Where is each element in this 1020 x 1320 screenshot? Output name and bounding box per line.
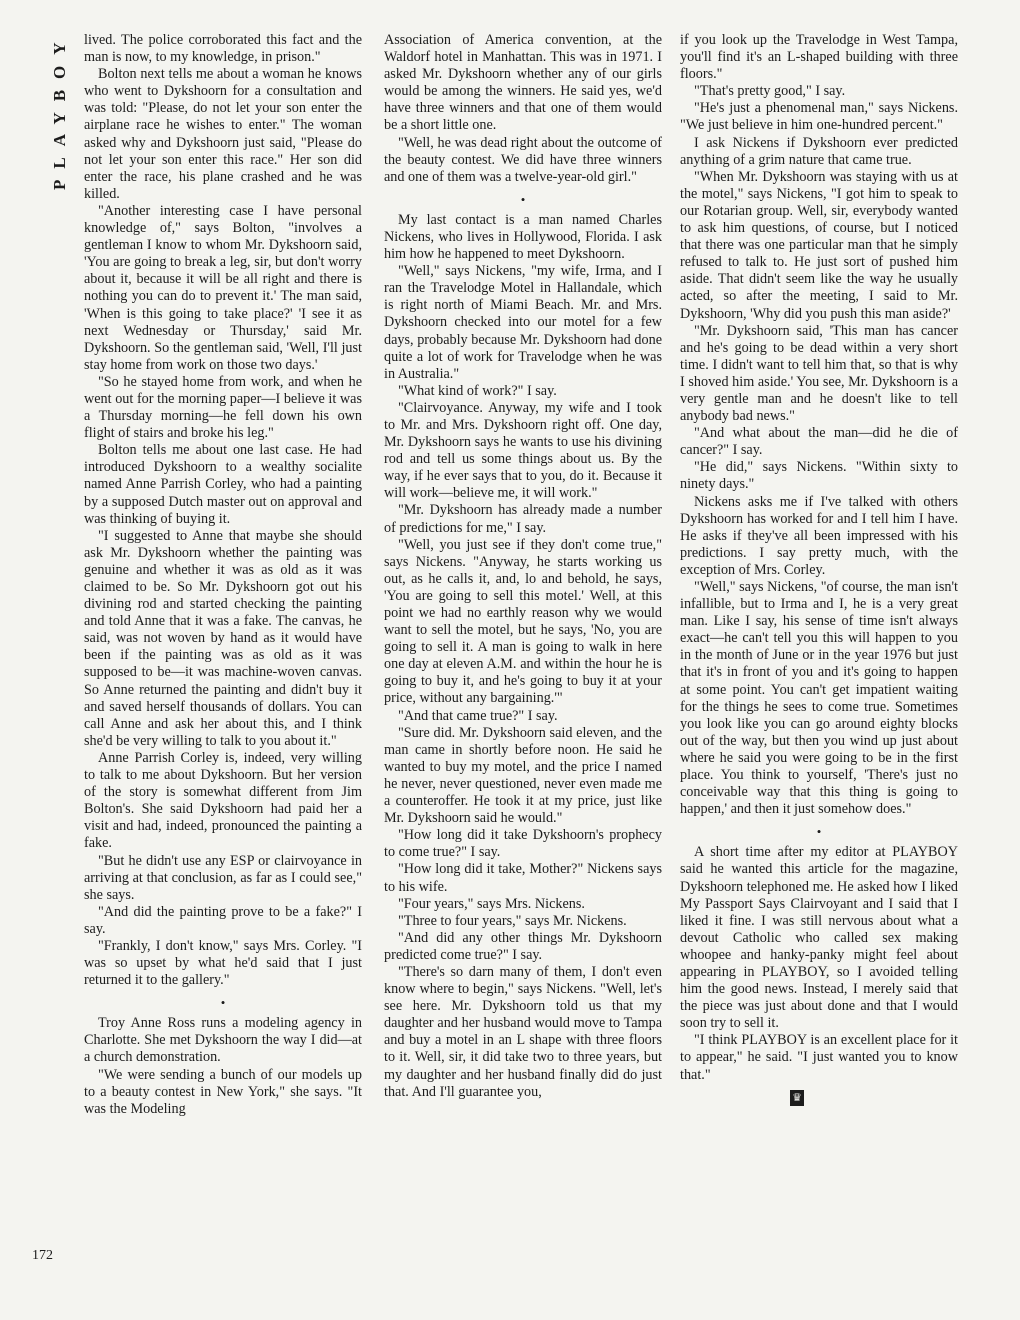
section-separator: • bbox=[816, 824, 822, 840]
paragraph: "Well," says Nickens, "my wife, Irma, and I ran the Travelodge Motel in Hallandale, which is right north of Miami Beach. Mr. and Mrs. Dykshoorn checked into our motel for a few days, probably because Mr. Dykshoorn had done quite a lot of work for Travelodge when he was in Australia." bbox=[384, 263, 662, 382]
paragraph: "And did the painting prove to be a fake?" I say. bbox=[84, 903, 362, 937]
paragraph: "How long did it take, Mother?" Nickens says to his wife. bbox=[384, 861, 662, 895]
column-3 bbox=[680, 32, 958, 1106]
paragraph: I ask Nickens if Dykshoorn ever predicted anything of a grim nature that came true. bbox=[680, 134, 958, 168]
paragraph: Bolton tells me about one last case. He had introduced Dykshoorn to a wealthy socialite named Anne Parrish Corley, who had a painting by a supposed Dutch master out on approval and was thinking of buying it. bbox=[84, 442, 362, 527]
paragraph: Nickens asks me if I've talked with others Dykshoorn has worked for and I tell him I have. He asks if they've all been impressed with his predictions. I say pretty much, with the exception of Mrs. Corley. bbox=[680, 493, 958, 578]
paragraph: My last contact is a man named Charles Nickens, who lives in Hollywood, Florida. I ask him how he happened to meet Dykshoorn. bbox=[384, 211, 662, 263]
paragraph: "Mr. Dykshoorn has already made a number of predictions for me," I say. bbox=[384, 502, 662, 536]
masthead-title: PLAYBOY bbox=[50, 31, 69, 190]
paragraph: "I suggested to Anne that maybe she should ask Mr. Dykshoorn whether the painting was genuine and whether it was as old as it was claimed to be. So Mr. Dykshoorn got out his divining rod and started checking the painting and told Anne that it was a fake. The canvas, he said, was not woven by hand as it would have been if the painting was as old as it was supposed to be—it was machine-woven canvas. So Anne returned the painting and didn't buy it and saved herself thousands of dollars. You can call Anne and ask her about this, and I think she'd be very willing to talk to you about it." bbox=[84, 527, 362, 749]
paragraph: "Another interesting case I have personal knowledge of," says Bolton, "involves a gentleman I know to whom Mr. Dykshoorn said, 'You are going to break a leg, sir, but don't worry about it, because it will be all right and there is nothing you can do to prevent it.' The man said, 'When is this going to take place?' 'I see it as next Wednesday or Thursday,' said Mr. Dykshoorn. So the gentleman said, 'Well, I'll just stay home from work on those two days.' bbox=[84, 202, 362, 373]
section-separator: • bbox=[220, 995, 226, 1011]
paragraph: Troy Anne Ross runs a modeling agency in Charlotte. She met Dykshoorn the way I did—at a church demonstration. bbox=[84, 1015, 362, 1066]
paragraph: "I think PLAYBOY is an excellent place for it to appear," he said. "I just wanted you to know that." bbox=[680, 1032, 958, 1083]
paragraph: "How long did it take Dykshoorn's prophecy to come true?" I say. bbox=[384, 827, 662, 861]
paragraph: "And that came true?" I say. bbox=[398, 707, 558, 724]
paragraph: "Well," says Nickens, "of course, the man isn't infallible, but to Irma and I, he is a very great man. Like I say, his sense of time isn't always exact—he can't tell you this will happen to you in the month of June or in the year 1976 but just that it's in front of you and it's going to happen at some point. You can't get impatient waiting for the things he sees to come true. Sometimes you look like you can go around eighty blocks out of the way, but then you wind up just about where he said you were going to be in the first place. You think to yourself, 'There's just no conceivable way that this thing is going to happen,' and then it just somehow does." bbox=[680, 579, 958, 818]
paragraph: lived. The police corroborated this fact and the man is now, to my knowledge, in prison." bbox=[84, 32, 362, 66]
column-2 bbox=[384, 32, 662, 1101]
paragraph: "And what about the man—did he die of cancer?" I say. bbox=[680, 425, 958, 459]
paragraph: "So he stayed home from work, and when he went out for the morning paper—I believe it was a Thursday morning—he fell down his own flight of stairs and broke his leg." bbox=[84, 373, 362, 442]
section-separator: • bbox=[520, 191, 526, 207]
bunny-end-mark-icon: ♛ bbox=[790, 1090, 804, 1106]
paragraph: "Well, he was dead right about the outcome of the beauty contest. We did have three winners and one of them was a twelve-year-old girl." bbox=[384, 134, 662, 185]
paragraph: if you look up the Travelodge in West Tampa, you'll find it's an L-shaped building with three floors." bbox=[680, 32, 958, 83]
paragraph: "Well, you just see if they don't come true," says Nickens. "Anyway, he starts working us out, as he calls it, and, lo and behold, he says, 'You are going to sell this motel.' Well, at this point we had no earthly reason why we would want to sell the motel, but he says, 'No, you are going to sell it. A man is going to walk in here one day at eleven A.M. and within the hour he is going to buy it, and he's going to buy it at your price, without any bargaining.'" bbox=[384, 536, 662, 707]
paragraph: "When Mr. Dykshoorn was staying with us at the motel," says Nickens, "I got him to speak to our Rotarian group. Well, sir, everybody wanted to ask him questions, of course, but I noticed that there was one particular man that he simply refused to talk to. He just sort of pushed him aside. That didn't seem like the way he usually acted, so after the meeting, I said to Mr. Dykshoorn, 'Why did you push this man aside?' bbox=[680, 168, 958, 322]
column-1 bbox=[84, 32, 362, 1118]
paragraph: Association of America convention, at the Waldorf hotel in Manhattan. This was in 1971. I asked Mr. Dykshoorn whether any of our girls would be among the winners. He said yes, we'd have three winners and that one of them would be a short little one. bbox=[384, 32, 662, 134]
paragraph: "We were sending a bunch of our models up to a beauty contest in New York," she says. "It was the Modeling bbox=[84, 1066, 362, 1117]
paragraph: A short time after my editor at PLAYBOY said he wanted this article for the magazine, Dykshoorn telephoned me. He asked how I liked My Passport Says Clairvoyant and I said that I liked it fine. I was still nervous about what a devout Catholic who called sex making whoopee and hanky-panky might feel about appearing in PLAYBOY, so I avoided telling him the good news. Instead, I merely said that the piece was just about done and that I would soon try to sell it. bbox=[680, 844, 958, 1032]
masthead bbox=[22, 30, 69, 200]
paragraph: "Three to four years," says Mr. Nickens. bbox=[398, 912, 627, 929]
paragraph: Bolton next tells me about a woman he knows who went to Dykshoorn for a consultation and was told: "Please, do not let your son enter the airplane race he wishes to enter." The woman asked why and Dykshoorn just said, "Please do not let your son enter this race." Her son did enter the race, his plane crashed and he was killed. bbox=[84, 66, 362, 202]
paragraph: "He's just a phenomenal man," says Nickens. "We just believe in him one-hundred percent." bbox=[680, 100, 958, 134]
paragraph: "Clairvoyance. Anyway, my wife and I took to Mr. and Mrs. Dykshoorn right off. One day, Mr. Dykshoorn says he wants to use his divining rod and tell us some things about us. By the way, if he ever says that to you, do it. Because it will work—believe me, it will work." bbox=[384, 399, 662, 502]
paragraph: "Sure did. Mr. Dykshoorn said eleven, and the man came in shortly before noon. He said he wanted to buy my motel, and the price I named he never, never questioned, never even made me a counteroffer. He took it at my price, just like Mr. Dykshoorn said he would." bbox=[384, 724, 662, 827]
paragraph: "There's so darn many of them, I don't even know where to begin," says Nickens. "Well, let's see here. Mr. Dykshoorn told us that my daughter and her husband would move to Tampa and buy a motel in an L shape with three floors to it. Well, sir, it did take two to three years, but my daughter and her husband finally did do just that. And I'll guarantee you, bbox=[384, 963, 662, 1100]
paragraph: Anne Parrish Corley is, indeed, very willing to talk to me about Dykshoorn. But her version of the story is somewhat different from Jim Bolton's. She said Dykshoorn had paid her a visit and had, indeed, pronounced the painting a fake. bbox=[84, 749, 362, 852]
page-number: 172 bbox=[32, 1248, 53, 1263]
paragraph: "And did any other things Mr. Dykshoorn predicted come true?" I say. bbox=[384, 929, 662, 963]
paragraph: "He did," says Nickens. "Within sixty to ninety days." bbox=[680, 459, 958, 493]
paragraph: "But he didn't use any ESP or clairvoyance in arriving at that conclusion, as far as I could see," she says. bbox=[84, 852, 362, 903]
paragraph: "Four years," says Mrs. Nickens. bbox=[398, 895, 585, 912]
paragraph: "What kind of work?" I say. bbox=[398, 382, 557, 399]
paragraph: "That's pretty good," I say. bbox=[694, 83, 846, 100]
paragraph: "Mr. Dykshoorn said, 'This man has cancer and he's going to be dead within a very short time. I didn't want to tell him that, so that is why I shoved him aside.' You see, Mr. Dykshoorn is a very gentle man and he doesn't like to tell anybody bad news." bbox=[680, 322, 958, 425]
paragraph: "Frankly, I don't know," says Mrs. Corley. "I was so upset by what he'd said that I just returned it to the gallery." bbox=[84, 937, 362, 989]
